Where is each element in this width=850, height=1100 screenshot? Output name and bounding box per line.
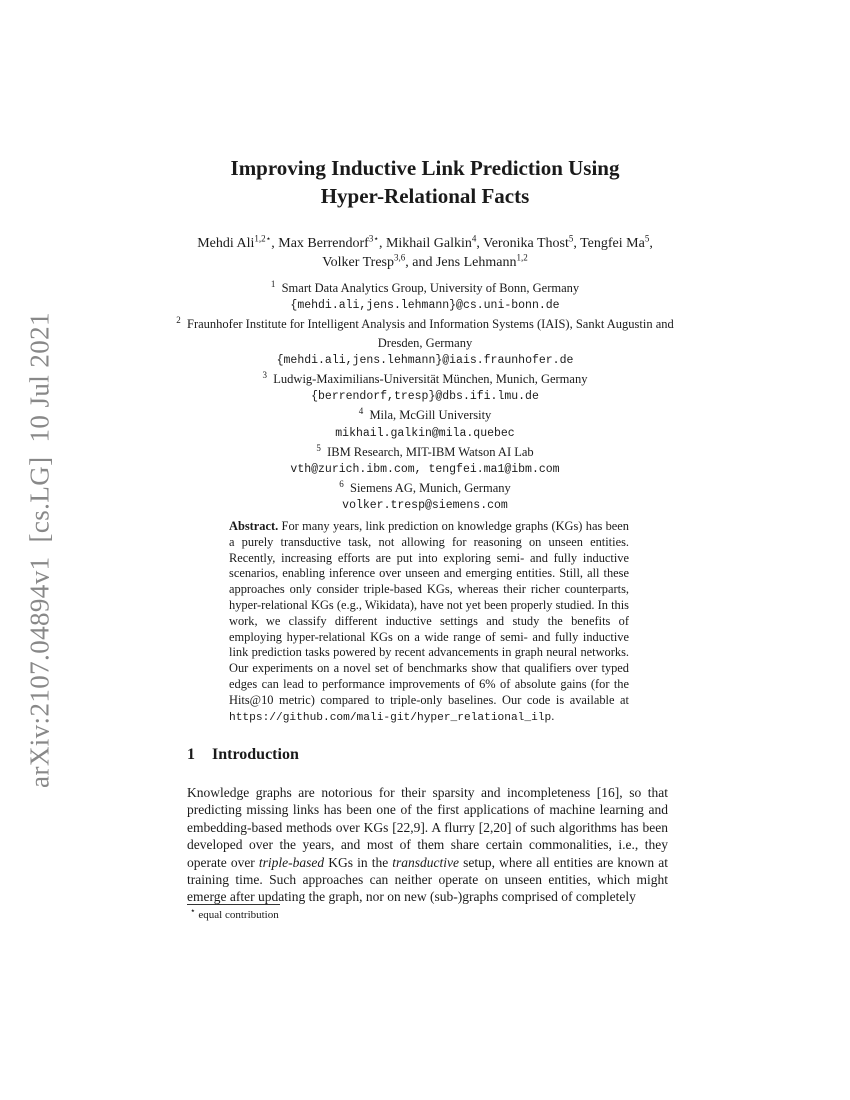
footnote-rule xyxy=(187,904,280,905)
title-line-1: Improving Inductive Link Prediction Using xyxy=(230,156,620,180)
affiliation-list xyxy=(160,279,690,516)
author-affil-sup: 3,6 xyxy=(394,252,406,263)
footnote xyxy=(190,905,279,921)
intro-paragraph: Knowledge graphs are notorious for their sparsity and incompleteness [16], so that predicting missing links has been one of the first applications of machine learning and embedding-based methods over KGs [22,9]. A flurry [2,20] of such algorithms has been developed over the years, and most of them share certain commonalities, i.e., they operate over triple-based KGs in the transductive setup, where all entities are known at training time. Such approaches can neither operate on unseen entities, which might emerge after updating the graph, nor on new (sub-)graphs comprised of completely xyxy=(187,785,668,905)
author-name: Mehdi Ali xyxy=(197,236,255,251)
arxiv-date: 10 Jul 2021 xyxy=(24,312,55,443)
author-name: Volker Tresp xyxy=(322,255,394,270)
author-name: Mikhail Galkin xyxy=(385,236,472,251)
section-title: Introduction xyxy=(212,746,299,763)
affiliation: $^5$ IBM Research, MIT-IBM Watson AI Lab xyxy=(316,442,534,459)
author-affil-sup: 3⋆ xyxy=(368,233,379,244)
abstract-text: For many years, link prediction on knowledge graphs (KGs) has been a purely transductive task, not allowing for reasoning on unseen entities. Recently, increasing efforts are put into exploring semi- and fully inductive scenarios, enabling inference over unseen and emerging entities. Still, all these approaches only consider triple-based KGs, whereas their richer counterparts, hyper-relational KGs (e.g., Wikidata), have not yet been properly studied. In this work, we classify different inductive settings and study the benefits of employing hyper-relational KGs on a wide range of semi- and fully inductive link prediction tasks powered by recent advancements in graph neural networks. Our experiments on a novel set of benchmarks show that qualifiers over typed edges can lead to performance improvements of 6% of absolute gains (for the Hits@10 metric) compared to triple-only baselines. Our code is available at xyxy=(229,519,629,707)
author-line-2: Volker Tresp$^{3,6}$, and Jens Lehmann$^{1,2}$ xyxy=(322,252,528,270)
affiliation-email: {mehdi.ali,jens.lehmann}@cs.uni-bonn.de xyxy=(290,299,560,313)
arxiv-id: arXiv:2107.04894v1 xyxy=(24,556,55,788)
author-name: Tengfei Ma xyxy=(580,236,645,251)
affiliation: $^1$ Smart Data Analytics Group, University of Bonn, Germany xyxy=(270,278,580,295)
affiliation-email: vth@zurich.ibm.com, tengfei.ma1@ibm.com xyxy=(290,463,560,477)
emphasis: transductive xyxy=(392,854,460,870)
author-affil-sup: 1,2⋆ xyxy=(254,233,272,244)
affiliation-email: {mehdi.ali,jens.lehmann}@iais.fraunhofer.de xyxy=(276,353,574,367)
affiliation: $^3$ Ludwig-Maximilians-Universität München, Munich, Germany xyxy=(262,369,588,387)
footnote-mark: ⋆ xyxy=(190,905,196,916)
title-line-2: Hyper-Relational Facts xyxy=(320,184,530,208)
arxiv-stamp-text xyxy=(25,312,56,788)
section-heading xyxy=(187,746,299,764)
emphasis: triple-based xyxy=(258,854,325,870)
section-number: 1 xyxy=(187,746,195,763)
author-affil-sup: 5 xyxy=(568,233,574,244)
affiliation-email: {berrendorf,tresp}@dbs.ifi.lmu.de xyxy=(311,390,539,404)
affiliation-email: volker.tresp@siemens.com xyxy=(342,499,508,513)
paper-title xyxy=(0,154,850,210)
abstract: Abstract. For many years, link prediction on knowledge graphs (KGs) has been a purely transductive task, not allowing for reasoning on unseen entities. Recently, increasing efforts are put into exploring semi- and fully inductive scenarios, enabling inference over unseen and emerging entities. Still, all these approaches only consider triple-based KGs, whereas their richer counterparts, hyper-relational KGs (e.g., Wikidata), have not yet been properly studied. In this work, we classify different inductive settings and study the benefits of employing hyper-relational KGs on a wide range of semi- and fully inductive link prediction tasks powered by recent advancements in graph neural networks. Our experiments on a novel set of benchmarks show that qualifiers over typed edges can lead to performance improvements of 6% of absolute gains (for the Hits@10 metric) compared to triple-only baselines. Our code is available at https://github.com/mali-git/hyper_relational_ilp. xyxy=(229,519,629,724)
arxiv-category: [cs.LG] xyxy=(24,456,55,543)
author-name: Jens Lehmann xyxy=(435,255,517,270)
code-link[interactable]: https://github.com/mali-git/hyper_relational_ilp xyxy=(229,711,552,724)
author-list xyxy=(0,234,850,272)
affiliation: $^2$ Fraunhofer Institute for Intelligent Analysis and Information Systems (IAIS), Sankt Augustin and Dresden, Germany xyxy=(176,315,674,350)
affiliation: $^4$ Mila, McGill University xyxy=(358,406,492,423)
author-affil-sup: 4 xyxy=(471,233,477,244)
author-affil-sup: 1,2 xyxy=(516,252,528,263)
author-line-1: Mehdi Ali$^{1,2⋆}$, Max Berrendorf$^{3⋆}$, Mikhail Galkin$^4$, Veronika Thost$^5$, Tengfei Ma$^5$, xyxy=(197,233,653,251)
abstract-label: Abstract. xyxy=(229,519,279,533)
footnote-text: equal contribution xyxy=(198,909,279,921)
author-name: Veronika Thost xyxy=(483,236,569,251)
author-affil-sup: 5 xyxy=(644,233,650,244)
author-name: Max Berrendorf xyxy=(278,236,369,251)
arxiv-stamp xyxy=(18,300,62,800)
affiliation: $^6$ Siemens AG, Munich, Germany xyxy=(339,479,511,496)
affiliation-email: mikhail.galkin@mila.quebec xyxy=(335,426,515,440)
